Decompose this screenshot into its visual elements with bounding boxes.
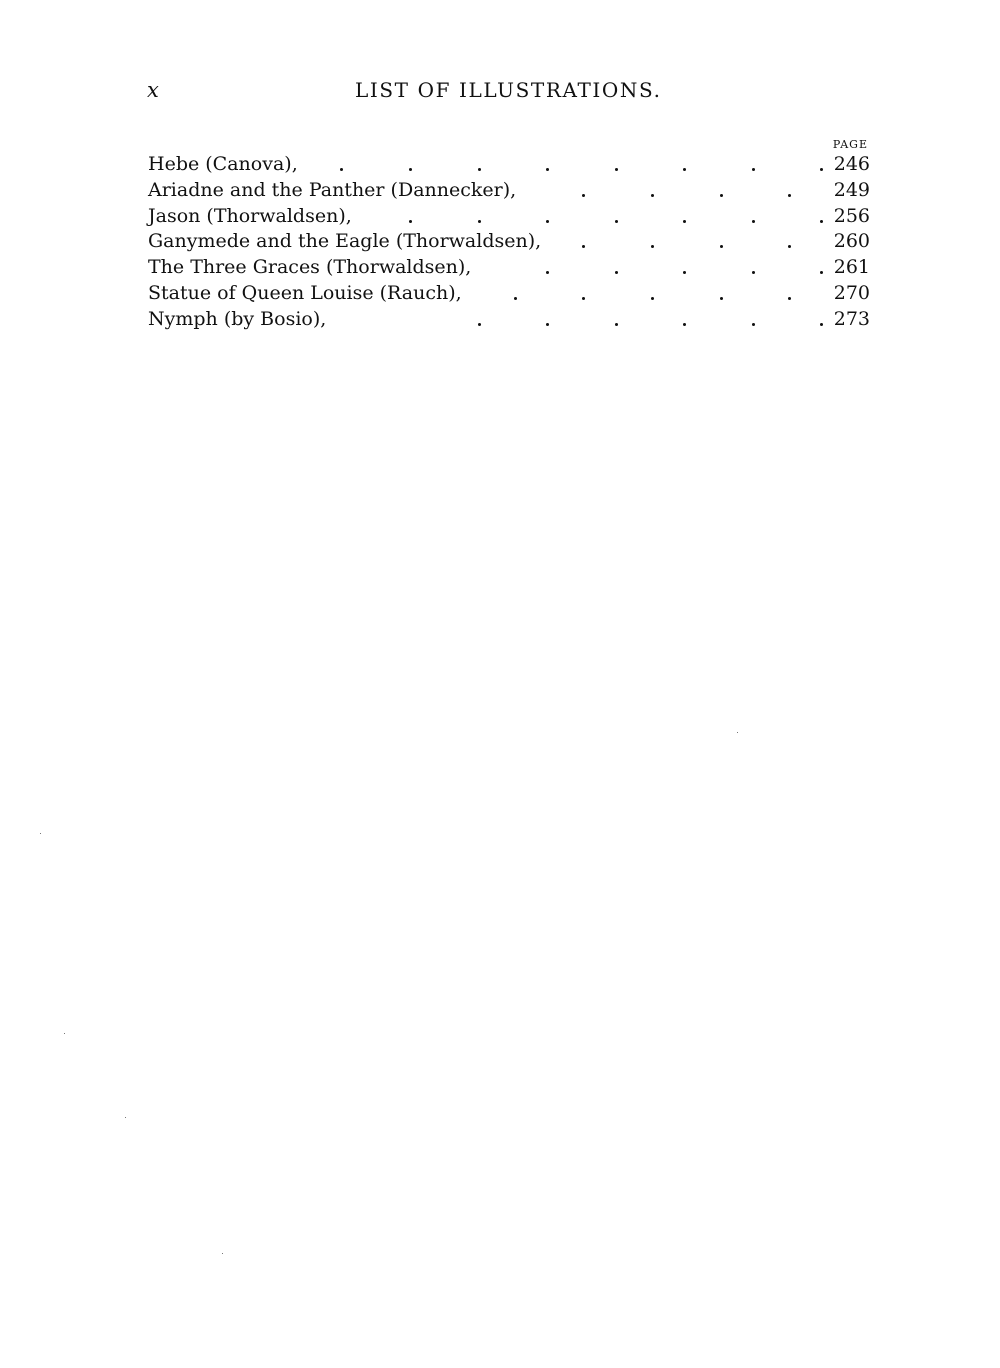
list-item-title: Hebe (Canova),: [148, 153, 298, 175]
leader-dot: [582, 245, 585, 248]
leader-dot: [720, 245, 723, 248]
leader-dot: [409, 168, 412, 171]
leader-dot: [752, 323, 755, 326]
scan-speck: [125, 1117, 126, 1118]
leader-dot: [820, 323, 823, 326]
list-item-title: Ganymede and the Eagle (Thorwaldsen),: [148, 230, 542, 253]
leader-dot: [478, 323, 481, 326]
leader-dot: [582, 194, 585, 197]
leader-dot: [651, 245, 654, 248]
leader-dot: [788, 245, 791, 248]
list-item-page: 246: [833, 153, 870, 175]
leader-dot: [820, 271, 823, 274]
leader-dot: [752, 271, 755, 274]
leader-dot: [478, 168, 481, 171]
list-item-title: Jason (Thorwaldsen),: [148, 204, 352, 227]
leader-dot: [615, 220, 618, 223]
list-item-page: 260: [833, 230, 870, 253]
list-item: [148, 255, 870, 281]
leader-dot: [683, 220, 686, 223]
leader-dot: [546, 168, 549, 171]
leader-dot: [615, 271, 618, 274]
scan-speck: [64, 1033, 65, 1034]
page-number: x: [147, 78, 160, 102]
leader-dot: [478, 220, 481, 223]
scan-speck: [40, 833, 41, 834]
leader-dot: [720, 297, 723, 300]
list-item-title: Nymph (by Bosio),: [148, 307, 327, 330]
list-item-title: Ariadne and the Panther (Dannecker),: [148, 178, 517, 201]
leader-dot: [409, 220, 412, 223]
leader-dot: [788, 297, 791, 300]
scan-speck: [222, 1253, 223, 1254]
list-item: [148, 229, 870, 255]
leader-dot: [820, 168, 823, 171]
leader-dot: [683, 323, 686, 326]
list-item-page: 273: [833, 307, 870, 330]
leader-dot: [514, 297, 517, 300]
list-item-page: 261: [833, 256, 870, 279]
list-item: [148, 281, 870, 307]
page-column-label: PAGE: [832, 138, 868, 151]
illustration-list: [148, 152, 870, 333]
list-item: [148, 178, 870, 204]
list-item: [148, 204, 870, 230]
leader-dot: [788, 194, 791, 197]
leader-dot: [546, 271, 549, 274]
leader-dot: [582, 297, 585, 300]
leader-dot: [615, 323, 618, 326]
leader-dot: [340, 168, 343, 171]
leader-dot: [683, 271, 686, 274]
leader-dot: [546, 220, 549, 223]
leader-dot: [683, 168, 686, 171]
leader-dot: [752, 220, 755, 223]
running-head: LIST OF ILLUSTRATIONS.: [355, 78, 662, 102]
list-item: [148, 307, 870, 333]
leader-dot: [720, 194, 723, 197]
list-item-page: 249: [833, 178, 870, 201]
list-item-title: The Three Graces (Thorwaldsen),: [148, 256, 472, 279]
leader-dot: [546, 323, 549, 326]
list-item-page: 270: [833, 281, 870, 304]
leader-dot: [651, 194, 654, 197]
list-item-page: 256: [833, 204, 870, 227]
list-item-title: Statue of Queen Louise (Rauch),: [148, 281, 462, 304]
scan-speck: [737, 732, 738, 733]
leader-dot: [752, 168, 755, 171]
leader-dot: [820, 220, 823, 223]
leader-dot: [615, 168, 618, 171]
list-item: [148, 152, 870, 178]
leader-dot: [651, 297, 654, 300]
